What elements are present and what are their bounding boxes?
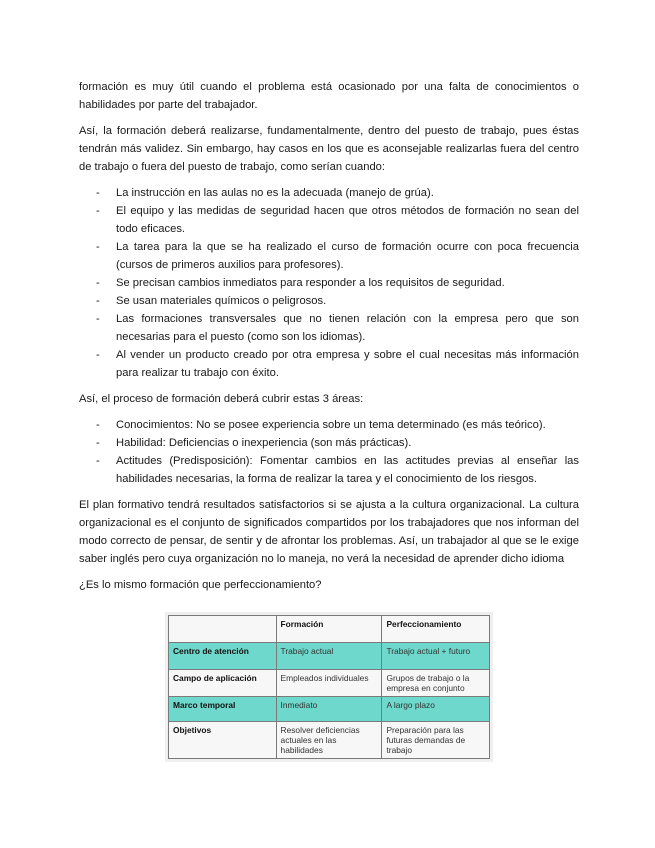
list-item: - Habilidad: Deficiencias o inexperiencia (son más prácticas). <box>79 434 579 452</box>
table-row-label: Campo de aplicación <box>169 670 277 697</box>
list-item: - El equipo y las medidas de seguridad hacen que otros métodos de formación no sean del todo eficaces. <box>79 202 579 238</box>
list-item: - Al vender un producto creado por otra empresa y sobre el cual necesitas más información para realizar tu trabajo con éxito. <box>79 346 579 382</box>
paragraph-areas: Así, el proceso de formación deberá cubrir estas 3 áreas: <box>79 393 364 405</box>
table-header-cell: Formación <box>276 616 382 643</box>
list-item: - Se precisan cambios inmediatos para responder a los requisitos de seguridad. <box>79 274 579 292</box>
document-body <box>79 78 579 602</box>
table-row <box>169 722 490 759</box>
table-cell: Preparación para las futuras demandas de trabajo <box>382 722 490 759</box>
list-offsite-cases <box>79 184 579 382</box>
paragraph-intro: formación es muy útil cuando el problema está ocasionado por una falta de conocimientos o habilidades por parte del trabajador. <box>79 81 579 111</box>
question-heading: ¿Es lo mismo formación que perfeccionamiento? <box>79 579 322 591</box>
table-row <box>169 670 490 697</box>
list-item: - Se usan materiales químicos o peligrosos. <box>79 292 579 310</box>
table-header-cell: Perfeccionamiento <box>382 616 490 643</box>
table-cell: Grupos de trabajo o la empresa en conjunto <box>382 670 490 697</box>
table-row-label: Centro de atención <box>169 643 277 670</box>
table-cell: A largo plazo <box>382 697 490 722</box>
table-row <box>169 643 490 670</box>
list-item: - Las formaciones transversales que no tienen relación con la empresa pero que son necesarias para el puesto (como son los idiomas). <box>79 310 579 346</box>
table-header-cell <box>169 616 277 643</box>
table-row <box>169 697 490 722</box>
table-cell: Trabajo actual + futuro <box>382 643 490 670</box>
table-cell: Empleados individuales <box>276 670 382 697</box>
table-cell: Inmediato <box>276 697 382 722</box>
list-item: - La tarea para la que se ha realizado el curso de formación ocurre con poca frecuencia (cursos de primeros auxilios para profesores). <box>79 238 579 274</box>
paragraph-location: Así, la formación deberá realizarse, fundamentalmente, dentro del puesto de trabajo, pues éstas tendrán más validez. Sin embargo, hay casos en los que es aconsejable realizarlas fuera del centro de trabajo o fuera del puesto de trabajo, como serían cuando: <box>79 125 579 173</box>
table-header-row <box>169 616 490 643</box>
paragraph-culture: El plan formativo tendrá resultados satisfactorios si se ajusta a la cultura organizacional. La cultura organizacional es el conjunto de significados compartidos por los trabajadores que nos informan del modo correcto de pensar, de sentir y de afrontar los problemas. Así, un trabajador al que se le exige saber inglés pero cuya organización no lo maneja, no verá la necesidad de aprender dicho idioma <box>79 499 579 565</box>
table-row-label: Objetivos <box>169 722 277 759</box>
list-item: - Actitudes (Predisposición): Fomentar cambios en las actitudes previas al enseñar las habilidades necesarias, la forma de realizar la tarea y el conocimiento de los riesgos. <box>79 452 579 488</box>
table-row-label: Marco temporal <box>169 697 277 722</box>
list-item: - Conocimientos: No se posee experiencia sobre un tema determinado (es más teórico). <box>79 416 579 434</box>
comparison-table-container <box>165 612 493 762</box>
list-item: - La instrucción en las aulas no es la adecuada (manejo de grúa). <box>79 184 579 202</box>
list-training-areas <box>79 416 579 488</box>
comparison-table <box>168 615 490 759</box>
table-cell: Trabajo actual <box>276 643 382 670</box>
table-cell: Resolver deficiencias actuales en las habilidades <box>276 722 382 759</box>
